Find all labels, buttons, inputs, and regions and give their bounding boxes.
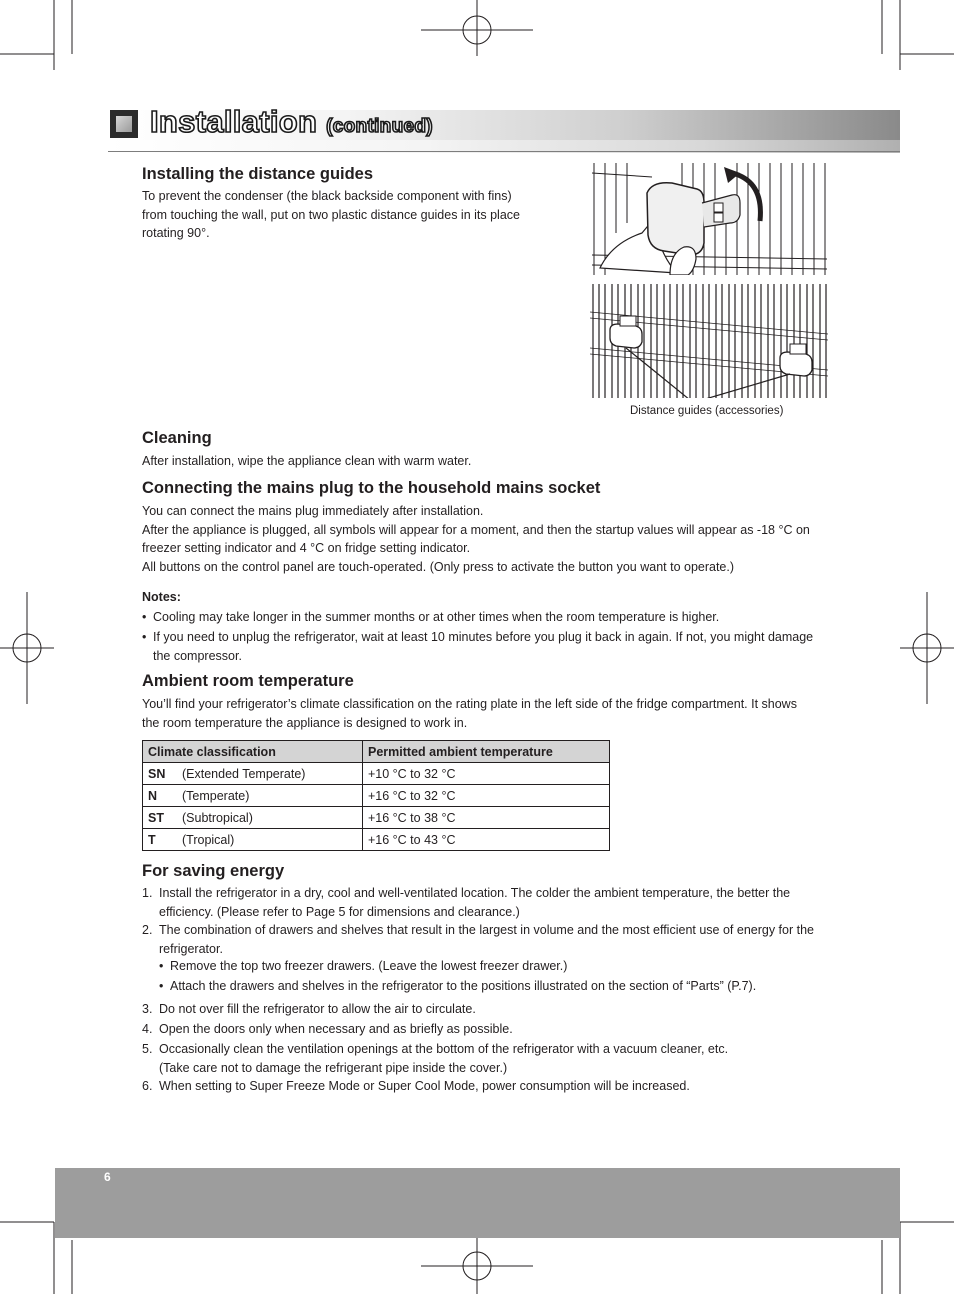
- class-cell: [143, 829, 363, 851]
- class-code: N: [148, 788, 158, 803]
- text-line: You can connect the mains plug immediately after installation.: [142, 504, 484, 518]
- text-line: Occasionally clean the ventilation openings at the bottom of the refrigerator with a vacuum cleaner, etc.: [159, 1042, 729, 1056]
- distance-guides-caption: Distance guides (accessories): [630, 405, 784, 417]
- item-text: [159, 884, 842, 921]
- column-header: Climate classification: [143, 741, 363, 763]
- footer-bar: [55, 1168, 900, 1238]
- bullet: •: [142, 610, 147, 624]
- item-text: [159, 921, 842, 958]
- text-line: The combination of drawers and shelves that result in the largest in volume and the most efficient use of energy for the: [159, 923, 814, 937]
- subitem-text: Remove the top two freezer drawers. (Leave the lowest freezer drawer.): [170, 959, 568, 973]
- distance-guides-text: [142, 187, 520, 243]
- table-row: [143, 807, 610, 829]
- class-name: (Temperate): [182, 788, 250, 803]
- energy-item: [142, 884, 842, 921]
- page-title: [150, 104, 433, 140]
- subitem-text: Attach the drawers and shelves in the refrigerator to the positions illustrated on the section of “Parts” (P.7).: [170, 979, 757, 993]
- text-line: If you need to unplug the refrigerator, wait at least 10 minutes before you plug it back in again. If not, you might damage: [153, 630, 814, 644]
- text-line: efficiency. (Please refer to Page 5 for dimensions and clearance.): [159, 904, 520, 919]
- note-text: Cooling may take longer in the summer months or at other times when the room temperature is higher.: [153, 610, 720, 624]
- text-line: All buttons on the control panel are touch-operated. (Only press to activate the button you want to operate.): [142, 559, 735, 574]
- cleaning-text: After installation, wipe the appliance clean with warm water.: [142, 454, 472, 468]
- text-line: refrigerator.: [159, 941, 223, 956]
- text-line: rotating 90°.: [142, 226, 210, 240]
- cleaning-heading: Cleaning: [142, 429, 212, 447]
- distance-guides-illustration: [590, 284, 828, 398]
- ambient-heading: Ambient room temperature: [142, 672, 354, 690]
- distance-guide-attach-illustration: [592, 163, 827, 275]
- page-title-main: Installation: [150, 104, 318, 139]
- page-title-sub: (continued): [326, 116, 433, 137]
- column-header: Permitted ambient temperature: [363, 741, 610, 763]
- mains-text: [142, 502, 810, 576]
- energy-item: [142, 921, 842, 958]
- notes-heading: Notes:: [142, 590, 181, 604]
- item-number: 4.: [142, 1022, 153, 1036]
- title-rule: [108, 151, 900, 152]
- class-cell: [143, 807, 363, 829]
- class-name: (Tropical): [182, 832, 235, 847]
- ambient-text: [142, 695, 797, 732]
- table-row: [143, 829, 610, 851]
- title-square-inner: [116, 116, 132, 132]
- item-text: Do not over fill the refrigerator to allow the air to circulate.: [159, 1002, 476, 1016]
- table-header-row: [143, 741, 610, 763]
- energy-heading: For saving energy: [142, 862, 285, 880]
- text-line: You’ll find your refrigerator’s climate classification on the rating plate in the left side of the fridge compartment. It shows: [142, 697, 797, 711]
- text-line: freezer setting indicator and 4 °C on fridge setting indicator.: [142, 541, 471, 555]
- class-name: (Subtropical): [182, 810, 253, 825]
- item-text: Open the doors only when necessary and as briefly as possible.: [159, 1022, 513, 1036]
- page-number: 6: [104, 1170, 111, 1184]
- text-line: the compressor.: [153, 648, 242, 663]
- item-text: [159, 1040, 842, 1077]
- energy-item: [142, 1040, 842, 1077]
- text-line: (Take care not to damage the refrigerant pipe inside the cover.): [159, 1060, 508, 1075]
- class-code: SN: [148, 766, 166, 781]
- text-line: the room temperature the appliance is designed to work in.: [142, 715, 468, 730]
- class-code: T: [148, 832, 156, 847]
- mains-heading: Connecting the mains plug to the household mains socket: [142, 479, 601, 497]
- temp-cell: +16 °C to 38 °C: [363, 807, 610, 829]
- climate-table: [142, 740, 610, 851]
- temp-cell: +16 °C to 43 °C: [363, 829, 610, 851]
- bullet: •: [159, 979, 164, 993]
- class-cell: [143, 763, 363, 785]
- item-number: 1.: [142, 886, 153, 900]
- class-name: (Extended Temperate): [182, 766, 306, 781]
- text-line: from touching the wall, put on two plastic distance guides in its place: [142, 207, 520, 222]
- table-row: [143, 785, 610, 807]
- item-number: 2.: [142, 923, 153, 937]
- text-line: After the appliance is plugged, all symbols will appear for a moment, and then the startup values will appear as -18 °C on: [142, 522, 810, 537]
- item-number: 5.: [142, 1042, 153, 1056]
- table-row: [143, 763, 610, 785]
- item-text: When setting to Super Freeze Mode or Super Cool Mode, power consumption will be increased.: [159, 1079, 690, 1093]
- class-cell: [143, 785, 363, 807]
- text-line: To prevent the condenser (the black backside component with fins): [142, 189, 512, 203]
- temp-cell: +10 °C to 32 °C: [363, 763, 610, 785]
- note-text: [153, 628, 842, 665]
- item-number: 3.: [142, 1002, 153, 1016]
- class-code: ST: [148, 810, 164, 825]
- distance-guides-heading: Installing the distance guides: [142, 165, 374, 183]
- item-number: 6.: [142, 1079, 153, 1093]
- note-item: [142, 628, 842, 665]
- bullet: •: [159, 959, 164, 973]
- text-line: Install the refrigerator in a dry, cool and well-ventilated location. The colder the ambient temperature, the better the: [159, 886, 791, 900]
- bullet: •: [142, 630, 147, 644]
- temp-cell: +16 °C to 32 °C: [363, 785, 610, 807]
